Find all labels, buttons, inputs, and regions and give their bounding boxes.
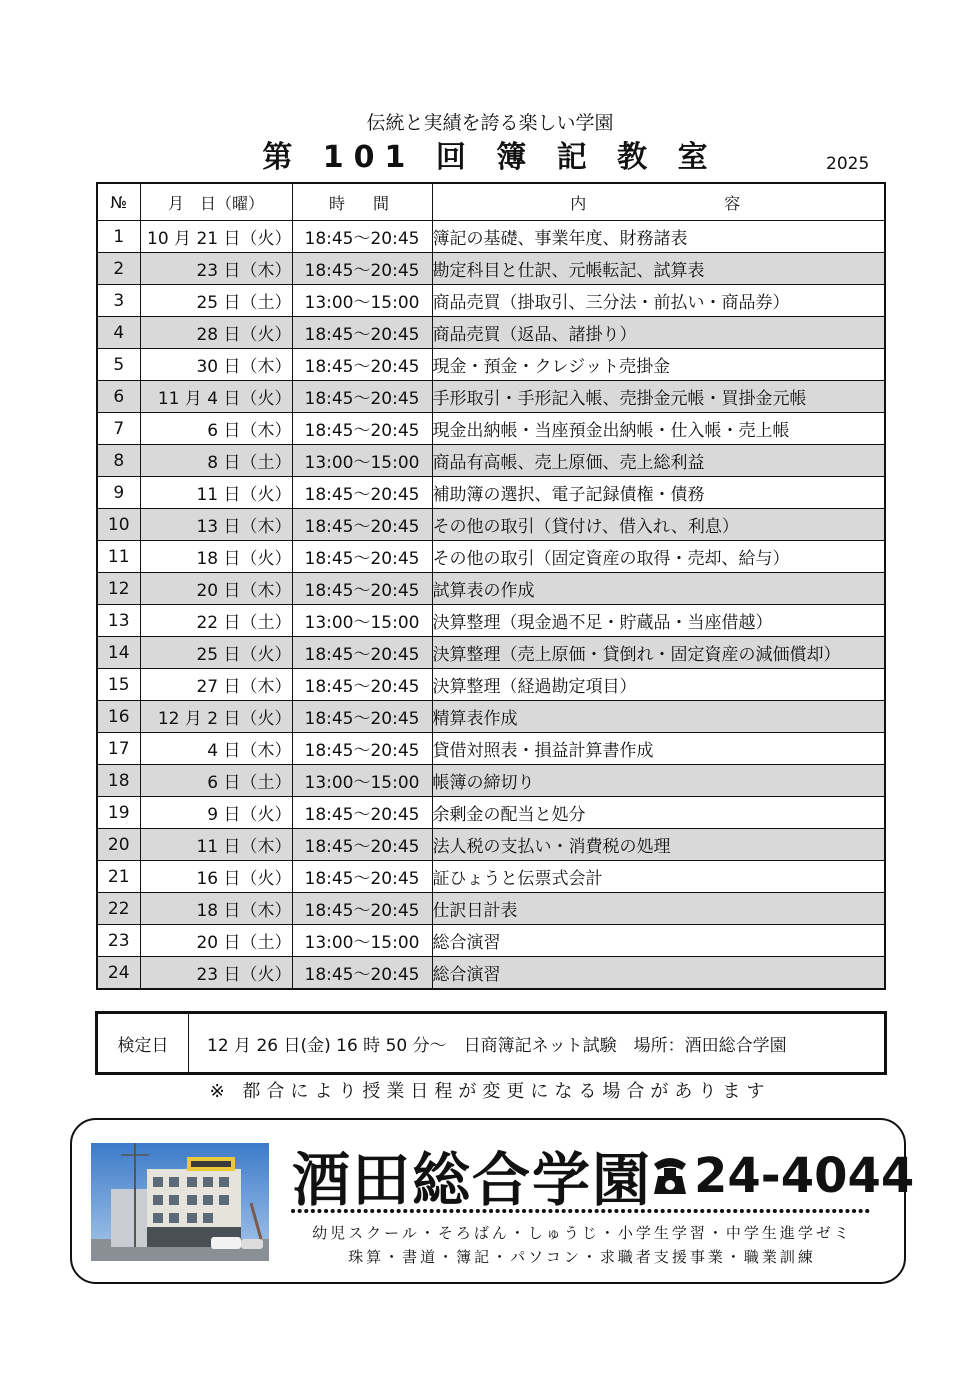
table-row	[97, 669, 885, 701]
row-content: 総合演習	[432, 957, 885, 990]
row-time: 18:45～20:45	[292, 797, 432, 829]
row-content: 簿記の基礎、事業年度、財務諸表	[432, 221, 885, 253]
row-number: 5	[97, 349, 140, 381]
table-row	[97, 765, 885, 797]
row-number: 8	[97, 445, 140, 477]
row-date: 11 日（火）	[140, 477, 292, 509]
row-time: 18:45～20:45	[292, 669, 432, 701]
table-row	[97, 893, 885, 925]
row-number: 16	[97, 701, 140, 733]
row-content: 決算整理（経過勘定項目）	[432, 669, 885, 701]
row-date: 12 月 2 日（火）	[140, 701, 292, 733]
row-time: 18:45～20:45	[292, 317, 432, 349]
row-number: 13	[97, 605, 140, 637]
row-time: 18:45～20:45	[292, 893, 432, 925]
row-content: 仕訳日計表	[432, 893, 885, 925]
table-row	[97, 413, 885, 445]
exam-details: 12 月 26 日(金) 16 時 50 分～ 日商簿記ネット試験 場所：酒田総合学園	[207, 1035, 787, 1056]
header-date: 月 日（曜）	[140, 183, 292, 221]
row-number: 19	[97, 797, 140, 829]
row-date: 13 日（木）	[140, 509, 292, 541]
table-row	[97, 253, 885, 285]
year-label: 2025	[826, 154, 870, 174]
exam-box	[95, 1011, 887, 1075]
row-time: 18:45～20:45	[292, 349, 432, 381]
phone-icon	[650, 1152, 690, 1200]
row-content: 証ひょうと伝票式会計	[432, 861, 885, 893]
row-content: 勘定科目と仕訳、元帳転記、試算表	[432, 253, 885, 285]
dotted-divider	[290, 1208, 872, 1214]
row-time: 18:45～20:45	[292, 733, 432, 765]
row-date: 4 日（木）	[140, 733, 292, 765]
row-date: 10 月 21 日（火）	[140, 221, 292, 253]
row-time: 18:45～20:45	[292, 573, 432, 605]
row-time: 18:45～20:45	[292, 829, 432, 861]
phone-number-block	[650, 1148, 914, 1204]
row-number: 22	[97, 893, 140, 925]
table-row	[97, 221, 885, 253]
header-content: 内 容	[432, 183, 885, 221]
exam-label: 検定日	[98, 1014, 189, 1072]
table-row	[97, 605, 885, 637]
row-date: 8 日（土）	[140, 445, 292, 477]
header-time: 時 間	[292, 183, 432, 221]
table-row	[97, 541, 885, 573]
row-time: 18:45～20:45	[292, 701, 432, 733]
table-row	[97, 381, 885, 413]
row-number: 2	[97, 253, 140, 285]
row-number: 21	[97, 861, 140, 893]
row-number: 17	[97, 733, 140, 765]
page-title: 第 101 回 簿 記 教 室	[262, 140, 718, 175]
row-date: 9 日（火）	[140, 797, 292, 829]
table-row	[97, 349, 885, 381]
table-row	[97, 445, 885, 477]
table-row	[97, 957, 885, 990]
table-row	[97, 477, 885, 509]
row-content: 商品売買（掛取引、三分法・前払い・商品券）	[432, 285, 885, 317]
table-row	[97, 861, 885, 893]
row-time: 13:00～15:00	[292, 605, 432, 637]
row-time: 18:45～20:45	[292, 413, 432, 445]
row-number: 6	[97, 381, 140, 413]
services-line-2: 珠算・書道・簿記・パソコン・求職者支援事業・職業訓練	[348, 1248, 816, 1266]
row-content: 試算表の作成	[432, 573, 885, 605]
table-row	[97, 701, 885, 733]
row-date: 6 日（木）	[140, 413, 292, 445]
table-row	[97, 317, 885, 349]
row-date: 6 日（土）	[140, 765, 292, 797]
row-time: 18:45～20:45	[292, 253, 432, 285]
row-content: その他の取引（貸付け、借入れ、利息）	[432, 509, 885, 541]
row-date: 25 日（土）	[140, 285, 292, 317]
row-number: 3	[97, 285, 140, 317]
row-content: 現金出納帳・当座預金出納帳・仕入帳・売上帳	[432, 413, 885, 445]
row-number: 4	[97, 317, 140, 349]
subtitle: 伝統と実績を誇る楽しい学園	[366, 112, 614, 134]
row-content: 決算整理（売上原価・貸倒れ・固定資産の減価償却）	[432, 637, 885, 669]
table-row	[97, 509, 885, 541]
row-date: 20 日（木）	[140, 573, 292, 605]
row-time: 13:00～15:00	[292, 765, 432, 797]
table-row	[97, 733, 885, 765]
schedule-table	[96, 182, 886, 990]
row-time: 18:45～20:45	[292, 861, 432, 893]
row-date: 30 日（木）	[140, 349, 292, 381]
row-date: 22 日（土）	[140, 605, 292, 637]
row-number: 15	[97, 669, 140, 701]
table-row	[97, 925, 885, 957]
row-number: 23	[97, 925, 140, 957]
row-content: 手形取引・手形記入帳、売掛金元帳・買掛金元帳	[432, 381, 885, 413]
table-header-row	[97, 183, 885, 221]
school-name: 酒田総合学園	[292, 1146, 653, 1214]
row-date: 18 日（火）	[140, 541, 292, 573]
row-content: 商品売買（返品、諸掛り）	[432, 317, 885, 349]
row-date: 28 日（火）	[140, 317, 292, 349]
row-time: 18:45～20:45	[292, 957, 432, 990]
row-content: その他の取引（固定資産の取得・売却、給与）	[432, 541, 885, 573]
table-row	[97, 829, 885, 861]
row-content: 補助簿の選択、電子記録債権・債務	[432, 477, 885, 509]
row-content: 総合演習	[432, 925, 885, 957]
row-time: 13:00～15:00	[292, 285, 432, 317]
row-content: 法人税の支払い・消費税の処理	[432, 829, 885, 861]
row-number: 24	[97, 957, 140, 990]
row-date: 11 日（木）	[140, 829, 292, 861]
row-number: 18	[97, 765, 140, 797]
table-row	[97, 797, 885, 829]
table-row	[97, 573, 885, 605]
services-line-1: 幼児スクール・そろばん・しゅうじ・小学生学習・中学生進学ゼミ	[312, 1224, 852, 1242]
row-time: 18:45～20:45	[292, 637, 432, 669]
table-row	[97, 637, 885, 669]
row-number: 11	[97, 541, 140, 573]
row-time: 18:45～20:45	[292, 477, 432, 509]
row-date: 23 日（火）	[140, 957, 292, 990]
row-date: 23 日（木）	[140, 253, 292, 285]
row-number: 7	[97, 413, 140, 445]
row-time: 18:45～20:45	[292, 221, 432, 253]
row-content: 帳簿の締切り	[432, 765, 885, 797]
row-time: 13:00～15:00	[292, 925, 432, 957]
row-date: 18 日（木）	[140, 893, 292, 925]
header-no: №	[97, 183, 140, 221]
row-time: 13:00～15:00	[292, 445, 432, 477]
row-date: 20 日（土）	[140, 925, 292, 957]
row-content: 決算整理（現金過不足・貯蔵品・当座借越）	[432, 605, 885, 637]
schedule-change-note: ※ 都合により授業日程が変更になる場合があります	[209, 1081, 771, 1102]
row-number: 12	[97, 573, 140, 605]
row-content: 貸借対照表・損益計算書作成	[432, 733, 885, 765]
row-content: 商品有高帳、売上原価、売上総利益	[432, 445, 885, 477]
table-row	[97, 285, 885, 317]
row-number: 14	[97, 637, 140, 669]
row-time: 18:45～20:45	[292, 541, 432, 573]
row-content: 精算表作成	[432, 701, 885, 733]
phone-number: 24-4044	[694, 1148, 915, 1204]
row-date: 27 日（木）	[140, 669, 292, 701]
row-date: 11 月 4 日（火）	[140, 381, 292, 413]
row-date: 25 日（火）	[140, 637, 292, 669]
row-time: 18:45～20:45	[292, 509, 432, 541]
row-content: 現金・預金・クレジット売掛金	[432, 349, 885, 381]
row-number: 10	[97, 509, 140, 541]
row-time: 18:45～20:45	[292, 381, 432, 413]
row-content: 余剰金の配当と処分	[432, 797, 885, 829]
row-number: 9	[97, 477, 140, 509]
row-date: 16 日（火）	[140, 861, 292, 893]
row-number: 1	[97, 221, 140, 253]
school-building-photo	[91, 1143, 269, 1261]
row-number: 20	[97, 829, 140, 861]
